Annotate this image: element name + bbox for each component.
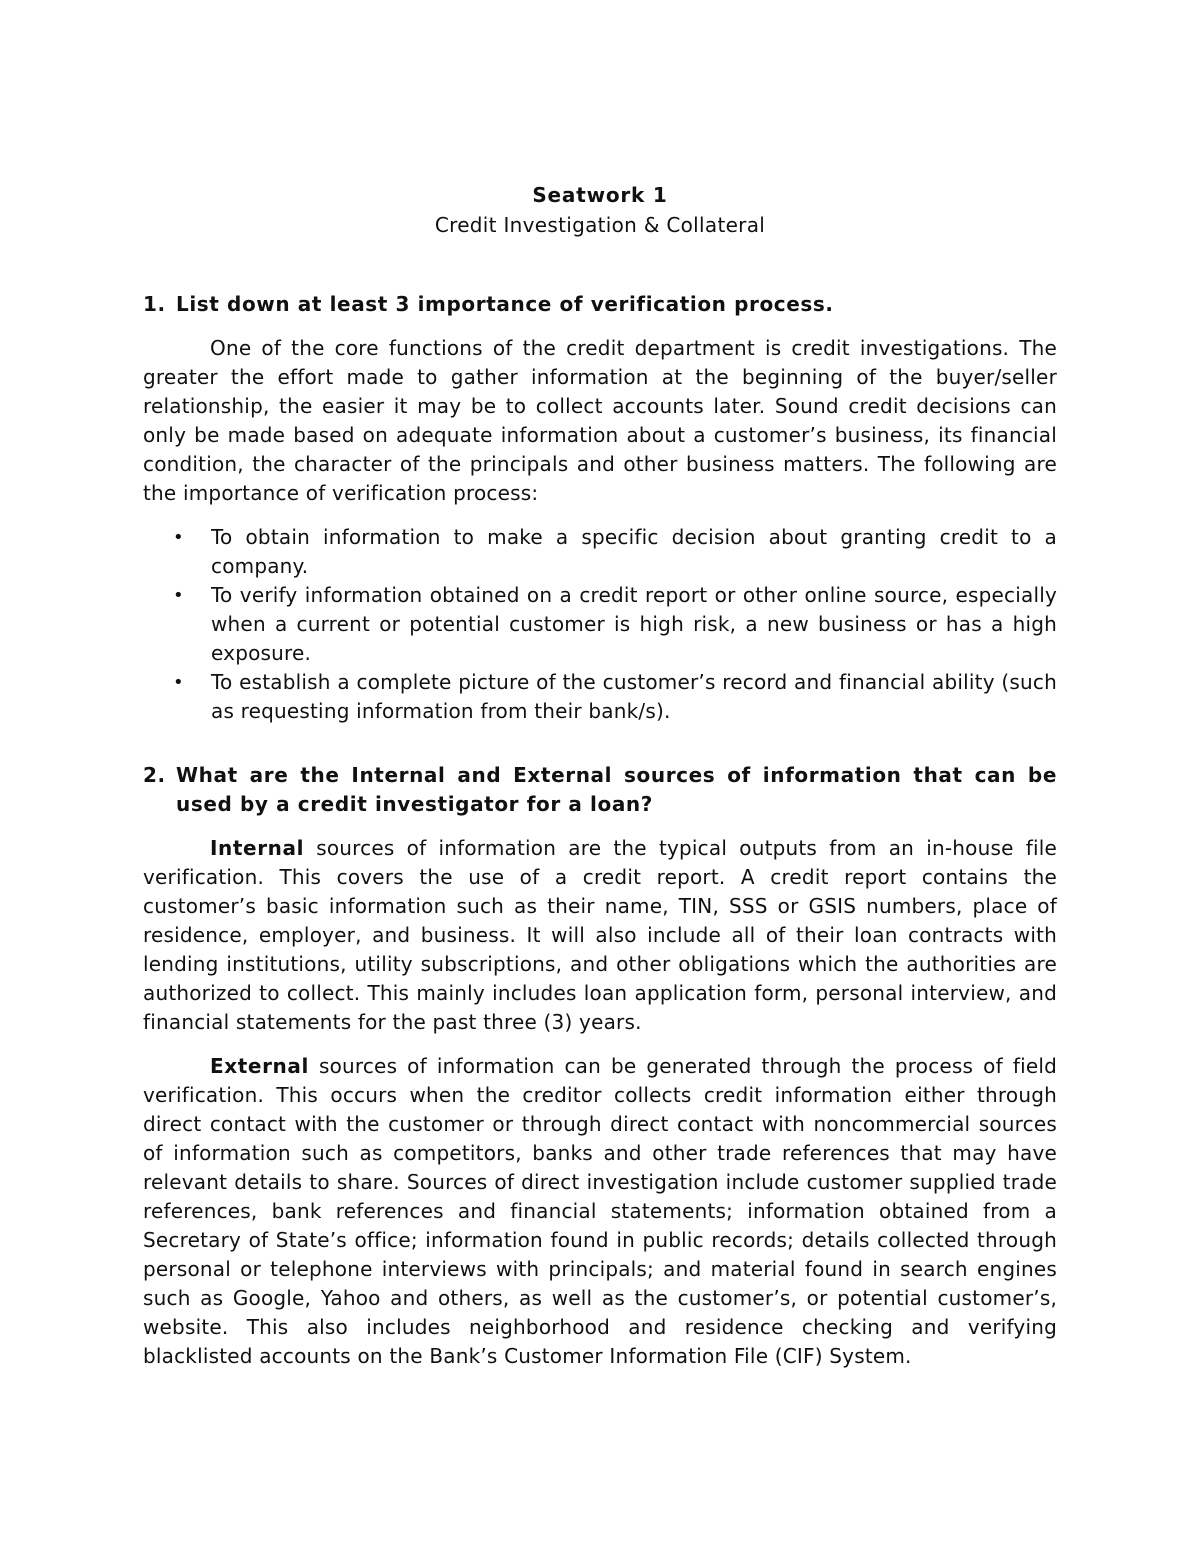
question-1-text: List down at least 3 importance of verification process. [176, 292, 834, 316]
question-2 [143, 761, 1057, 819]
bullet-icon: • [173, 527, 184, 548]
answer-1-bullet-list [143, 523, 1057, 726]
internal-text: sources of information are the typical outputs from an in-house file verification. This covers the use of a credit report. A credit report contains the customer’s basic information such as their name, TIN, SSS or GSIS numbers, place of residence, employer, and business. It will also include all of their loan contracts with lending institutions, utility subscriptions, and other obligations which the authorities are authorized to collect. This mainly includes loan application form, personal interview, and financial statements for the past three (3) years. [143, 836, 1057, 1034]
external-sources-paragraph [143, 1052, 1057, 1371]
document-subtitle: Credit Investigation & Collateral [434, 213, 766, 237]
internal-sources-paragraph [143, 834, 1057, 1037]
document-page [143, 180, 1057, 1386]
bullet-text: To verify information obtained on a credit report or other online source, especially when a current or potential customer is high risk, a new business or has a high exposure. [211, 583, 1057, 665]
document-title: Seatwork 1 [532, 183, 668, 207]
bullet-item [143, 523, 1057, 581]
bullet-icon: • [173, 672, 184, 693]
bullet-text: To obtain information to make a specific decision about granting credit to a company. [211, 525, 1057, 578]
question-1 [143, 290, 1057, 319]
external-text: sources of information can be generated through the process of field verification. This occurs when the creditor collects credit information either through direct contact with the customer or through direct contact with noncommercial sources of information such as competitors, banks and other trade references that may have relevant details to share. Sources of direct investigation include customer supplied trade references, bank references and financial statements; information obtained from a Secretary of State’s office; information found in public records; details collected through personal or telephone interviews with principals; and material found in search engines such as Google, Yahoo and others, as well as the customer’s, or potential customer’s, website. This also includes neighborhood and residence checking and verifying blacklisted accounts on the Bank’s Customer Information File (CIF) System. [143, 1054, 1057, 1368]
answer-1-paragraph: One of the core functions of the credit department is credit investigations. The greater the effort made to gather information at the beginning of the buyer/seller relationship, the easier it may be to collect accounts later. Sound credit decisions can only be made based on adequate information about a customer’s business, its financial condition, the character of the principals and other business matters. The following are the importance of verification process: [143, 336, 1057, 505]
bullet-icon: • [173, 585, 184, 606]
question-1-number: 1. [143, 292, 166, 316]
bullet-item [143, 668, 1057, 726]
question-2-number: 2. [143, 763, 166, 787]
internal-label: Internal [210, 836, 305, 860]
bullet-item [143, 581, 1057, 668]
question-2-text: What are the Internal and External sources of information that can be used by a credit investigator for a loan? [176, 763, 1057, 816]
external-label: External [210, 1054, 309, 1078]
bullet-text: To establish a complete picture of the customer’s record and financial ability (such as requesting information from their bank/s). [211, 670, 1057, 723]
